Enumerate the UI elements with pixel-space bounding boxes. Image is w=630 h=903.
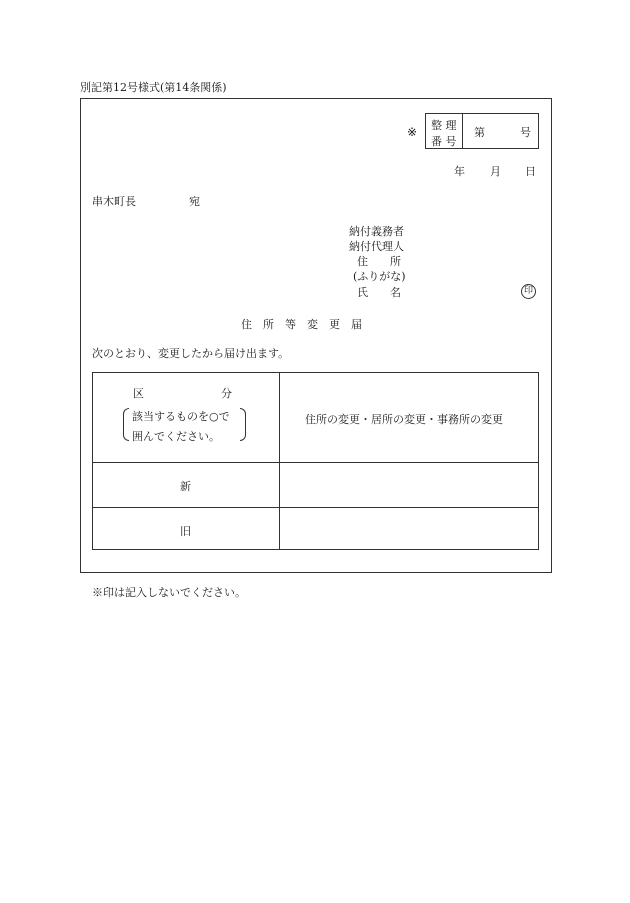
reference-number-box: [425, 113, 539, 149]
date-day: 日: [525, 165, 536, 178]
reference-label-top: 整 理: [431, 119, 457, 132]
right-bracket: [240, 408, 246, 441]
table-row-divider: [93, 507, 538, 508]
instruction-line-1: 該当するものを○で: [132, 410, 230, 423]
intro-text: 次のとおり、変更したから届け出ます。: [92, 347, 290, 360]
change-table: [92, 372, 539, 550]
change-type-options: 住所の変更・居所の変更・事務所の変更: [305, 413, 503, 426]
table-column-divider: [279, 373, 280, 549]
date-year: 年: [454, 165, 465, 178]
addressee-honorific: 宛: [189, 195, 200, 208]
form-title: 住 所 等 変 更 届: [241, 318, 362, 331]
reference-gou: 号: [520, 126, 531, 139]
applicant-obligor: 納付義務者: [349, 225, 404, 238]
applicant-address-label: 住 所: [357, 255, 401, 268]
addressee-mayor: 串木町長: [92, 195, 136, 208]
reference-label-bottom: 番 号: [431, 135, 457, 148]
applicant-furigana-label: (ふりがな): [353, 270, 406, 283]
footnote: ※印は記入しないでください。: [92, 586, 246, 599]
applicant-agent: 納付代理人: [349, 240, 404, 253]
reference-mark: ※: [407, 125, 418, 139]
date-month: 月: [490, 165, 501, 178]
new-row-label: 新: [180, 480, 191, 493]
instruction-line-2: 囲んでください。: [132, 430, 220, 443]
reference-box-divider: [462, 114, 463, 148]
form-number: 別記第12号様式(第14条関係): [80, 81, 227, 94]
left-bracket: [123, 408, 129, 441]
reference-dai: 第: [474, 126, 485, 139]
table-row-divider: [93, 462, 538, 463]
applicant-name-label: 氏 名: [357, 286, 401, 299]
old-row-label: 旧: [180, 525, 191, 538]
seal-icon: 印: [521, 284, 536, 299]
category-label: 区 分: [133, 387, 232, 400]
